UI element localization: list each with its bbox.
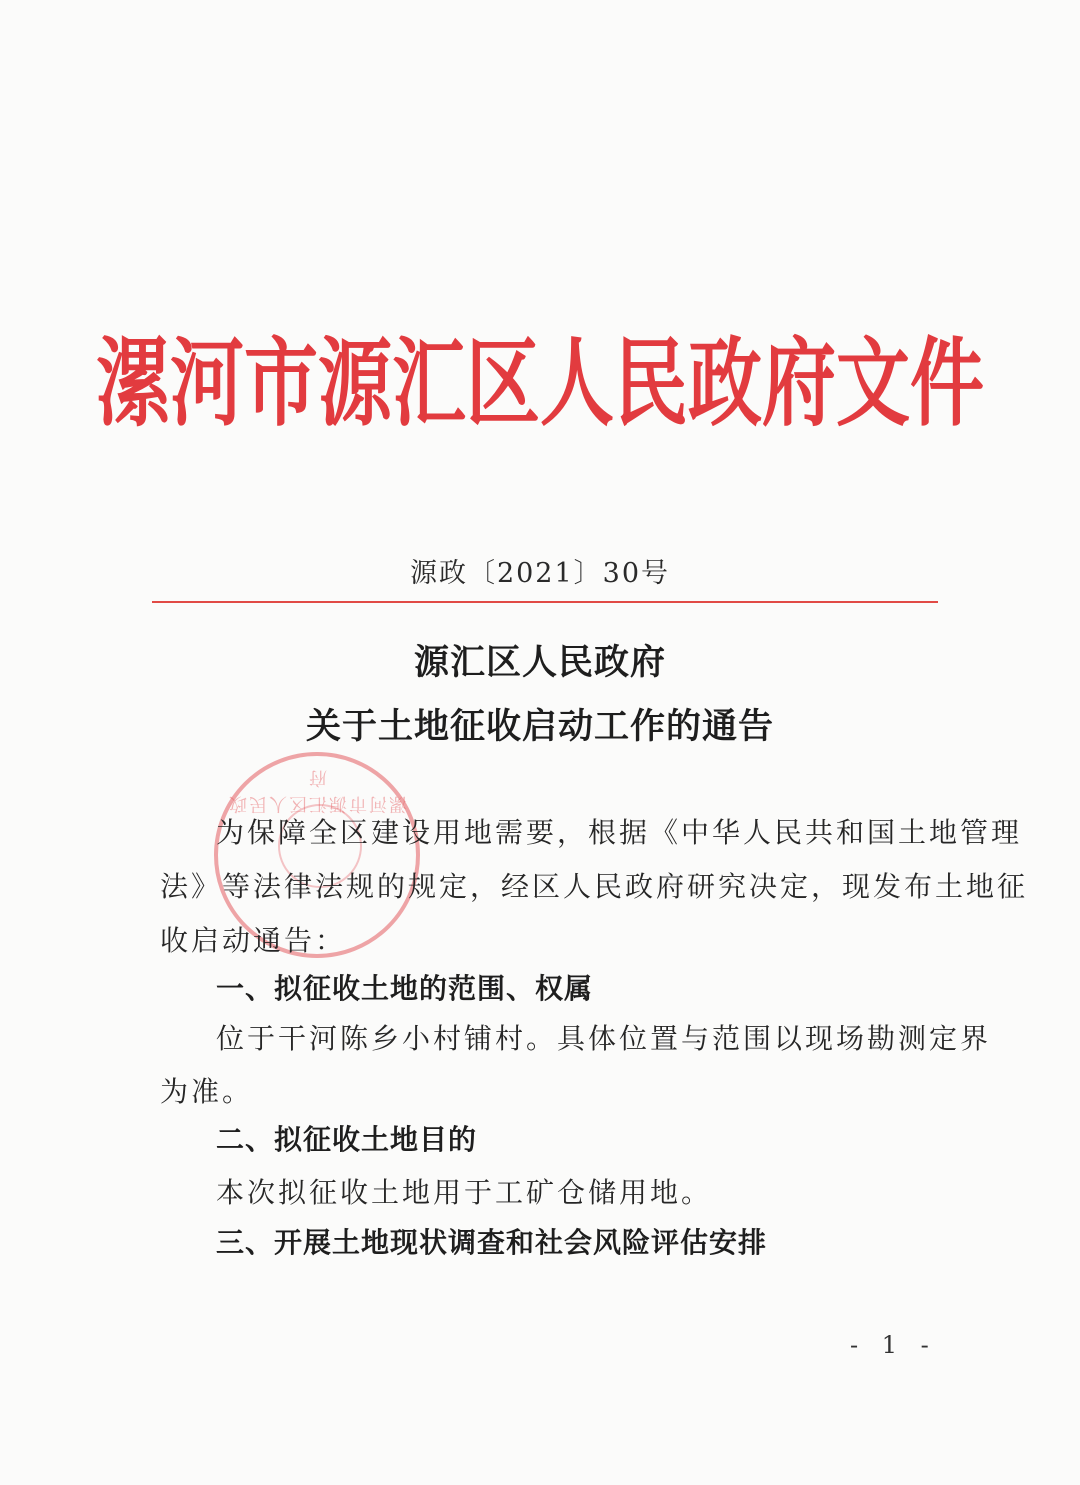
- document-number: 源政〔2021〕30号: [409, 558, 671, 589]
- masthead-title: 漯河市源汇区人民政府文件: [96, 328, 984, 440]
- section-3-heading: 三、开展土地现状调查和社会风险评估安排: [216, 1226, 768, 1259]
- notice-title-line1: 源汇区人民政府: [413, 643, 666, 683]
- intro-line-2: 法》等法律法规的规定，经区人民政府研究决定，现发布土地征: [160, 870, 1029, 903]
- intro-line-1: 为保障全区建设用地需要，根据《中华人民共和国土地管理: [216, 816, 1023, 849]
- section-2-heading: 二、拟征收土地目的: [216, 1123, 478, 1156]
- page-number: - 1 -: [850, 1331, 937, 1359]
- section-1-line-2: 为准。: [160, 1075, 254, 1108]
- seal-text: 漯河市源汇区人民政府: [227, 767, 407, 814]
- notice-body: [160, 0, 1029, 1485]
- section-1-line-1: 位于干河陈乡小村铺村。具体位置与范围以现场勘测定界: [216, 1022, 992, 1055]
- intro-line-3: 收启动通告：: [160, 924, 347, 957]
- section-2-line-1: 本次拟征收土地用于工矿仓储用地。: [216, 1176, 713, 1209]
- notice-title-line2: 关于土地征收启动工作的通告: [305, 707, 774, 747]
- section-1-heading: 一、拟征收土地的范围、权属: [216, 972, 594, 1005]
